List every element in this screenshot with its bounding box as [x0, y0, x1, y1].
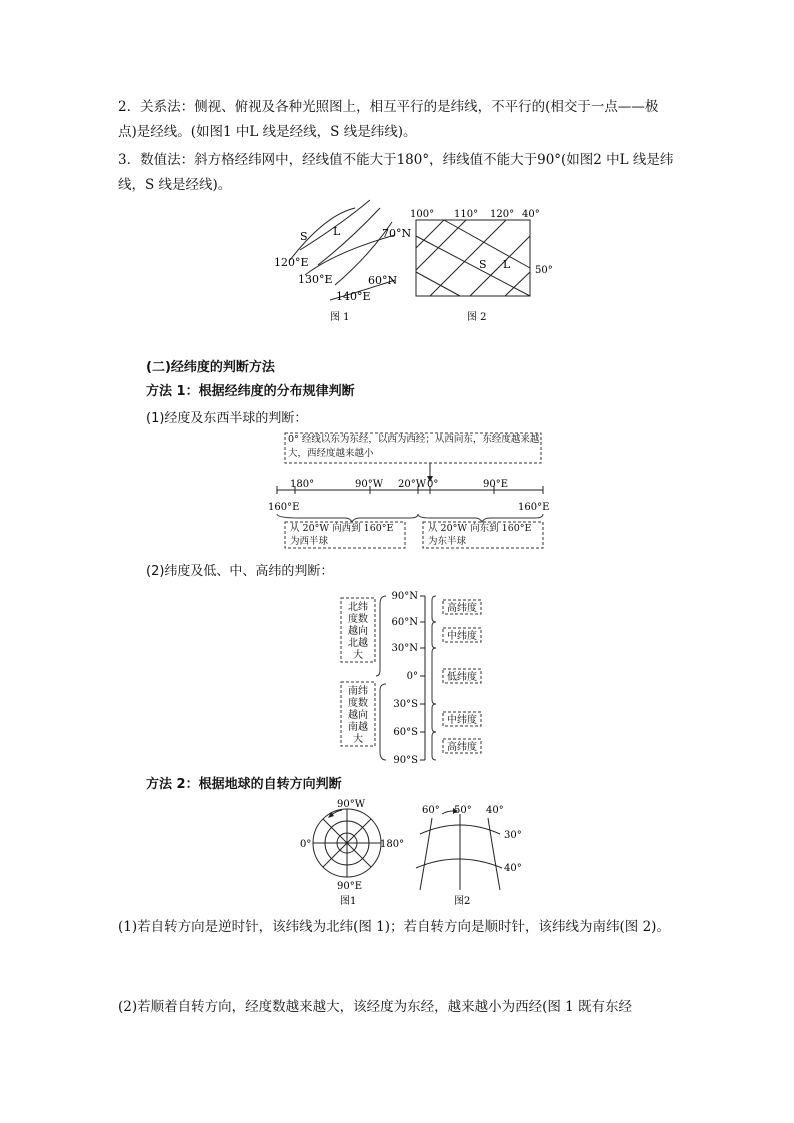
top-fig1-120e-label: 120°E	[274, 256, 309, 269]
rot-fig2-caption: 图2	[454, 896, 471, 907]
lat-tick-30n: 30°N	[391, 643, 418, 654]
rotation-figure-1	[313, 809, 381, 877]
lon-tick-180: 180°	[290, 479, 315, 490]
rot-fig1-bottom: 90°E	[337, 881, 363, 892]
lon-left-160e: 160°E	[268, 502, 300, 513]
lat-tick-0: 0°	[406, 671, 418, 682]
north-box-line: 度数	[348, 614, 368, 625]
top-fig1-140e-label: 140°E	[336, 290, 371, 303]
lon-tick-90e: 90°E	[483, 479, 509, 490]
rot-fig1-left: 0°	[300, 839, 312, 850]
rot-fig2-30: 30°	[504, 830, 522, 841]
top-fig1-130e-label: 130°E	[298, 273, 333, 286]
lat-tick-30s: 30°S	[393, 699, 418, 710]
paragraph-rotation-longitude: (2)若顺着自转方向，经度数越来越大，该经度为东经，越来越小为西经(图 1 既有东经	[118, 999, 633, 1015]
top-fig1-l-label: L	[333, 225, 341, 238]
paragraph-relation-method: 2．关系法：侧视、俯视及各种光照图上，相互平行的是纬线，不平行的(相交于一点——极点)是经线。(如图1 中L 线是经线，S 线是纬线)。	[118, 99, 659, 140]
zone-label-mid-n: 中纬度	[447, 631, 477, 642]
top-fig1-caption: 图 1	[330, 312, 350, 323]
north-box-line: 越向	[348, 626, 368, 637]
south-box-line: 大	[353, 734, 363, 745]
lon-tick-0: 0°	[427, 479, 439, 490]
top-fig2-110: 110°	[454, 209, 479, 220]
latitude-subtitle: (2)纬度及低、中、高纬的判断：	[146, 564, 334, 579]
top-fig2-40: 40°	[522, 209, 540, 220]
west-hemisphere-text: 从 20°W 向西到 160°E 为西半球	[290, 523, 394, 547]
south-box-line: 南纬	[348, 686, 368, 697]
top-fig2-s-label: S	[479, 258, 487, 271]
zone-label-high-n: 高纬度	[447, 603, 477, 614]
paragraph-rotation-direction: (1)若自转方向是逆时针，该纬线为北纬(图 1)；若自转方向是顺时针，该纬线为南纬(图 2)。	[118, 919, 670, 935]
section-title: (二)经纬度的判断方法	[146, 360, 275, 375]
rot-fig1-right: 180°	[380, 839, 405, 850]
north-box-line: 北越	[348, 638, 368, 649]
top-fig2-caption: 图 2	[467, 312, 487, 323]
zone-label-mid-s: 中纬度	[447, 715, 477, 726]
zone-label-low: 低纬度	[447, 672, 477, 683]
top-fig1-s-label: S	[300, 230, 308, 243]
rot-fig2-40-right: 40°	[504, 863, 522, 874]
lat-tick-60n: 60°N	[391, 617, 418, 628]
zone-label-high-s: 高纬度	[447, 742, 477, 753]
top-fig2-100: 100°	[410, 209, 435, 220]
lon-right-160e: 160°E	[518, 502, 550, 513]
south-box-line: 越向	[348, 710, 368, 721]
rot-fig2-60: 60°	[422, 805, 440, 816]
lat-tick-60s: 60°S	[393, 727, 418, 738]
top-fig1-60n-label: 60°N	[368, 274, 398, 287]
lat-tick-90s: 90°S	[393, 755, 418, 766]
top-fig1-70n-label: 70°N	[382, 227, 412, 240]
north-box-line: 北纬	[348, 602, 368, 613]
east-hemisphere-text: 从 20°W 向东到 160°E 为东半球	[428, 523, 532, 547]
longitude-subtitle: (1)经度及东西半球的判断：	[146, 411, 308, 426]
top-fig2-50: 50°	[535, 265, 553, 276]
method-1-title: 方法 1：根据经纬度的分布规律判断	[146, 384, 355, 399]
rot-fig1-caption: 图1	[340, 896, 357, 907]
lon-tick-20w: 20°W	[398, 479, 427, 490]
rot-fig2-40: 40°	[486, 805, 504, 816]
rot-fig2-50: 50°	[454, 805, 472, 816]
rot-fig1-top: 90°W	[337, 799, 366, 810]
south-box-line: 度数	[348, 698, 368, 709]
top-fig2-120: 120°	[490, 209, 515, 220]
top-fig2-l-label: L	[503, 258, 511, 271]
rotation-figure-2	[416, 811, 502, 890]
north-box-line: 大	[353, 650, 363, 661]
lon-tick-90w: 90°W	[355, 479, 384, 490]
paragraph-value-method: 3．数值法：斜方格经纬网中，经线值不能大于180°，纬线值不能大于90°(如图2 中L 线是纬线，S 线是经线)。	[118, 152, 674, 193]
method-2-title: 方法 2：根据地球的自转方向判断	[146, 777, 342, 792]
lat-tick-90n: 90°N	[391, 591, 418, 602]
longitude-note-text: 0° 经线以东为东经，以西为西经；从西向东，东经度越来越大，西经度越来越小	[288, 434, 540, 459]
south-box-line: 南越	[348, 722, 368, 733]
